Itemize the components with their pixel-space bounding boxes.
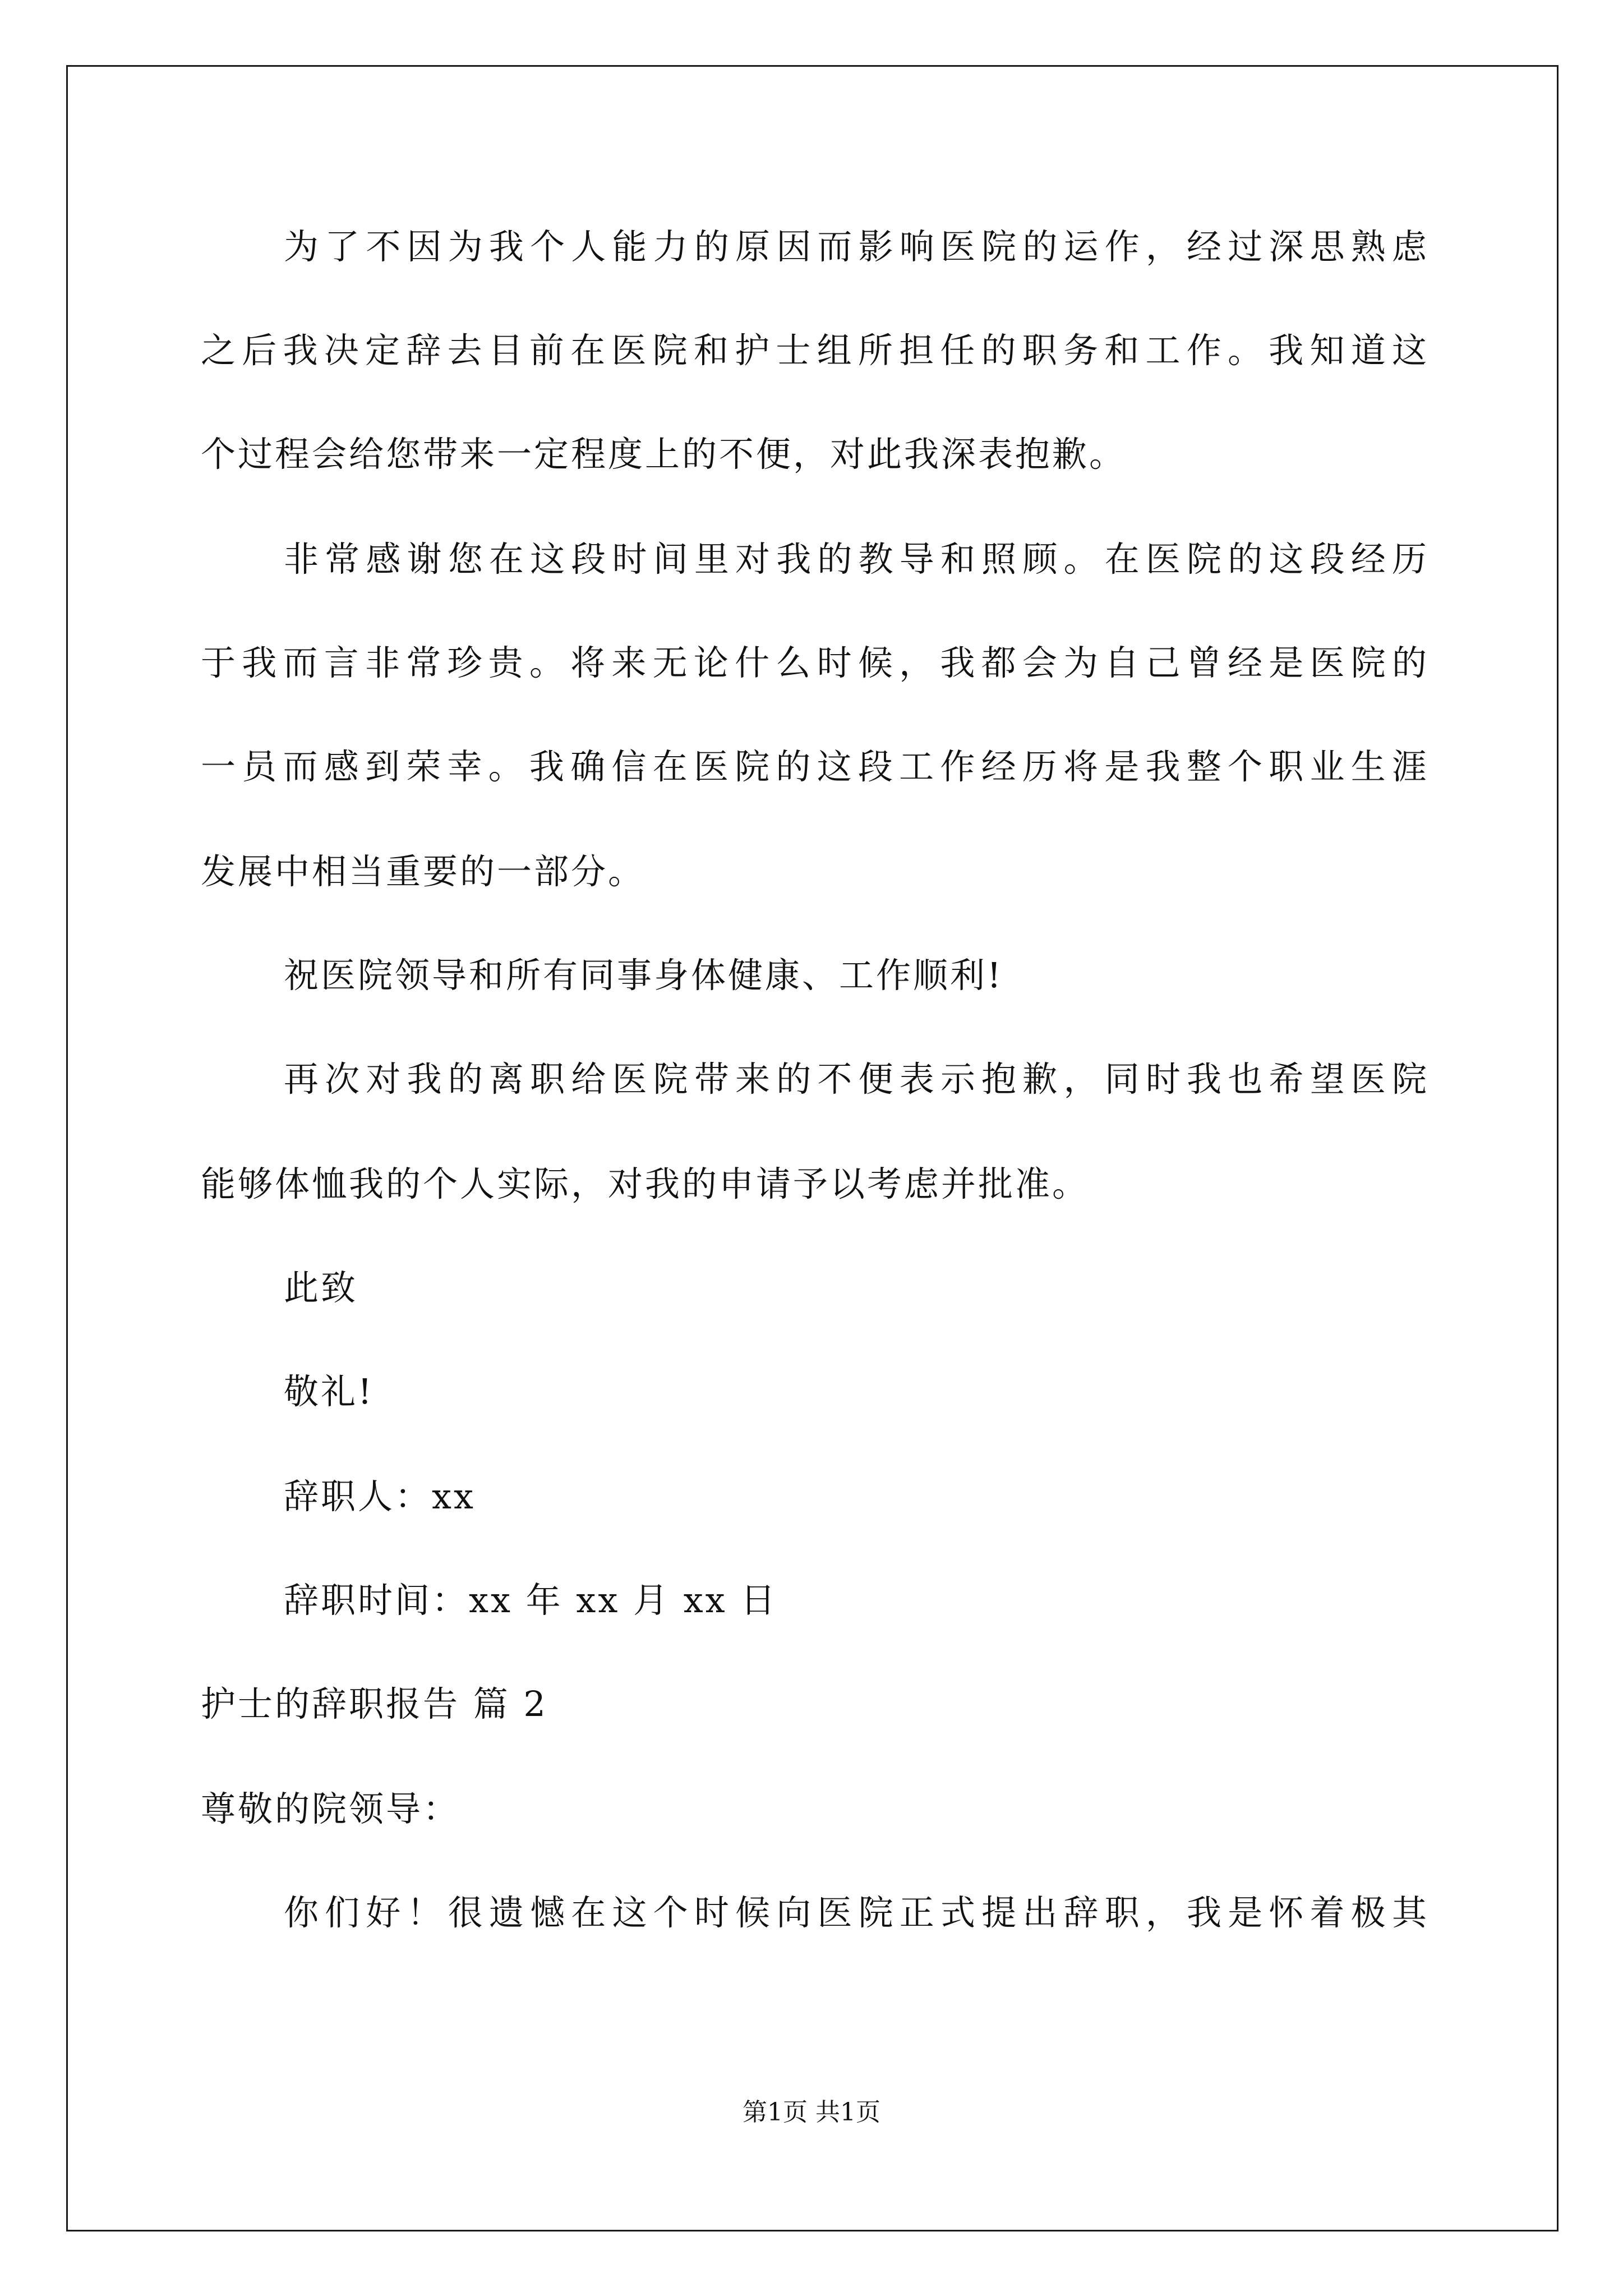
paragraph-2-line-1: 非常感谢您在这段时间里对我的教导和照顾。在医院的这段经历 [284,539,1429,579]
paragraph-4-line-1: 再次对我的离职给医院带来的不便表示抱歉，同时我也希望医院 [284,1059,1429,1099]
paragraph-3-line-1: 祝医院领导和所有同事身体健康、工作顺利! [284,955,1003,996]
resigner-name: 辞职人：xx [284,1476,476,1517]
paragraph-2-line-3: 一员而感到荣幸。我确信在医院的这段工作经历将是我整个职业生涯 [201,746,1429,787]
salutation-jingli: 敬礼! [284,1371,374,1412]
paragraph-4-line-2: 能够体恤我的个人实际，对我的申请予以考虑并批准。 [201,1163,1090,1204]
section-2-first-line: 你们好！很遗憾在这个时候向医院正式提出辞职，我是怀着极其 [284,1892,1429,1933]
section-2-title: 护士的辞职报告 篇 2 [201,1683,548,1724]
paragraph-1-line-1: 为了不因为我个人能力的原因而影响医院的运作，经过深思熟虑 [284,226,1429,267]
paragraph-2-line-2: 于我而言非常珍贵。将来无论什么时候，我都会为自己曾经是医院的 [201,642,1429,683]
paragraph-1-line-2: 之后我决定辞去目前在医院和护士组所担任的职务和工作。我知道这 [201,330,1429,371]
paragraph-1-line-3: 个过程会给您带来一定程度上的不便，对此我深表抱歉。 [201,434,1127,475]
salutation-zhici: 此致 [284,1267,358,1308]
section-2-greeting: 尊敬的院领导： [201,1788,460,1829]
page-footer: 第1页 共1页 [743,2098,880,2127]
paragraph-2-line-4: 发展中相当重要的一部分。 [201,851,645,892]
resignation-date: 辞职时间：xx 年 xx 月 xx 日 [284,1580,778,1621]
